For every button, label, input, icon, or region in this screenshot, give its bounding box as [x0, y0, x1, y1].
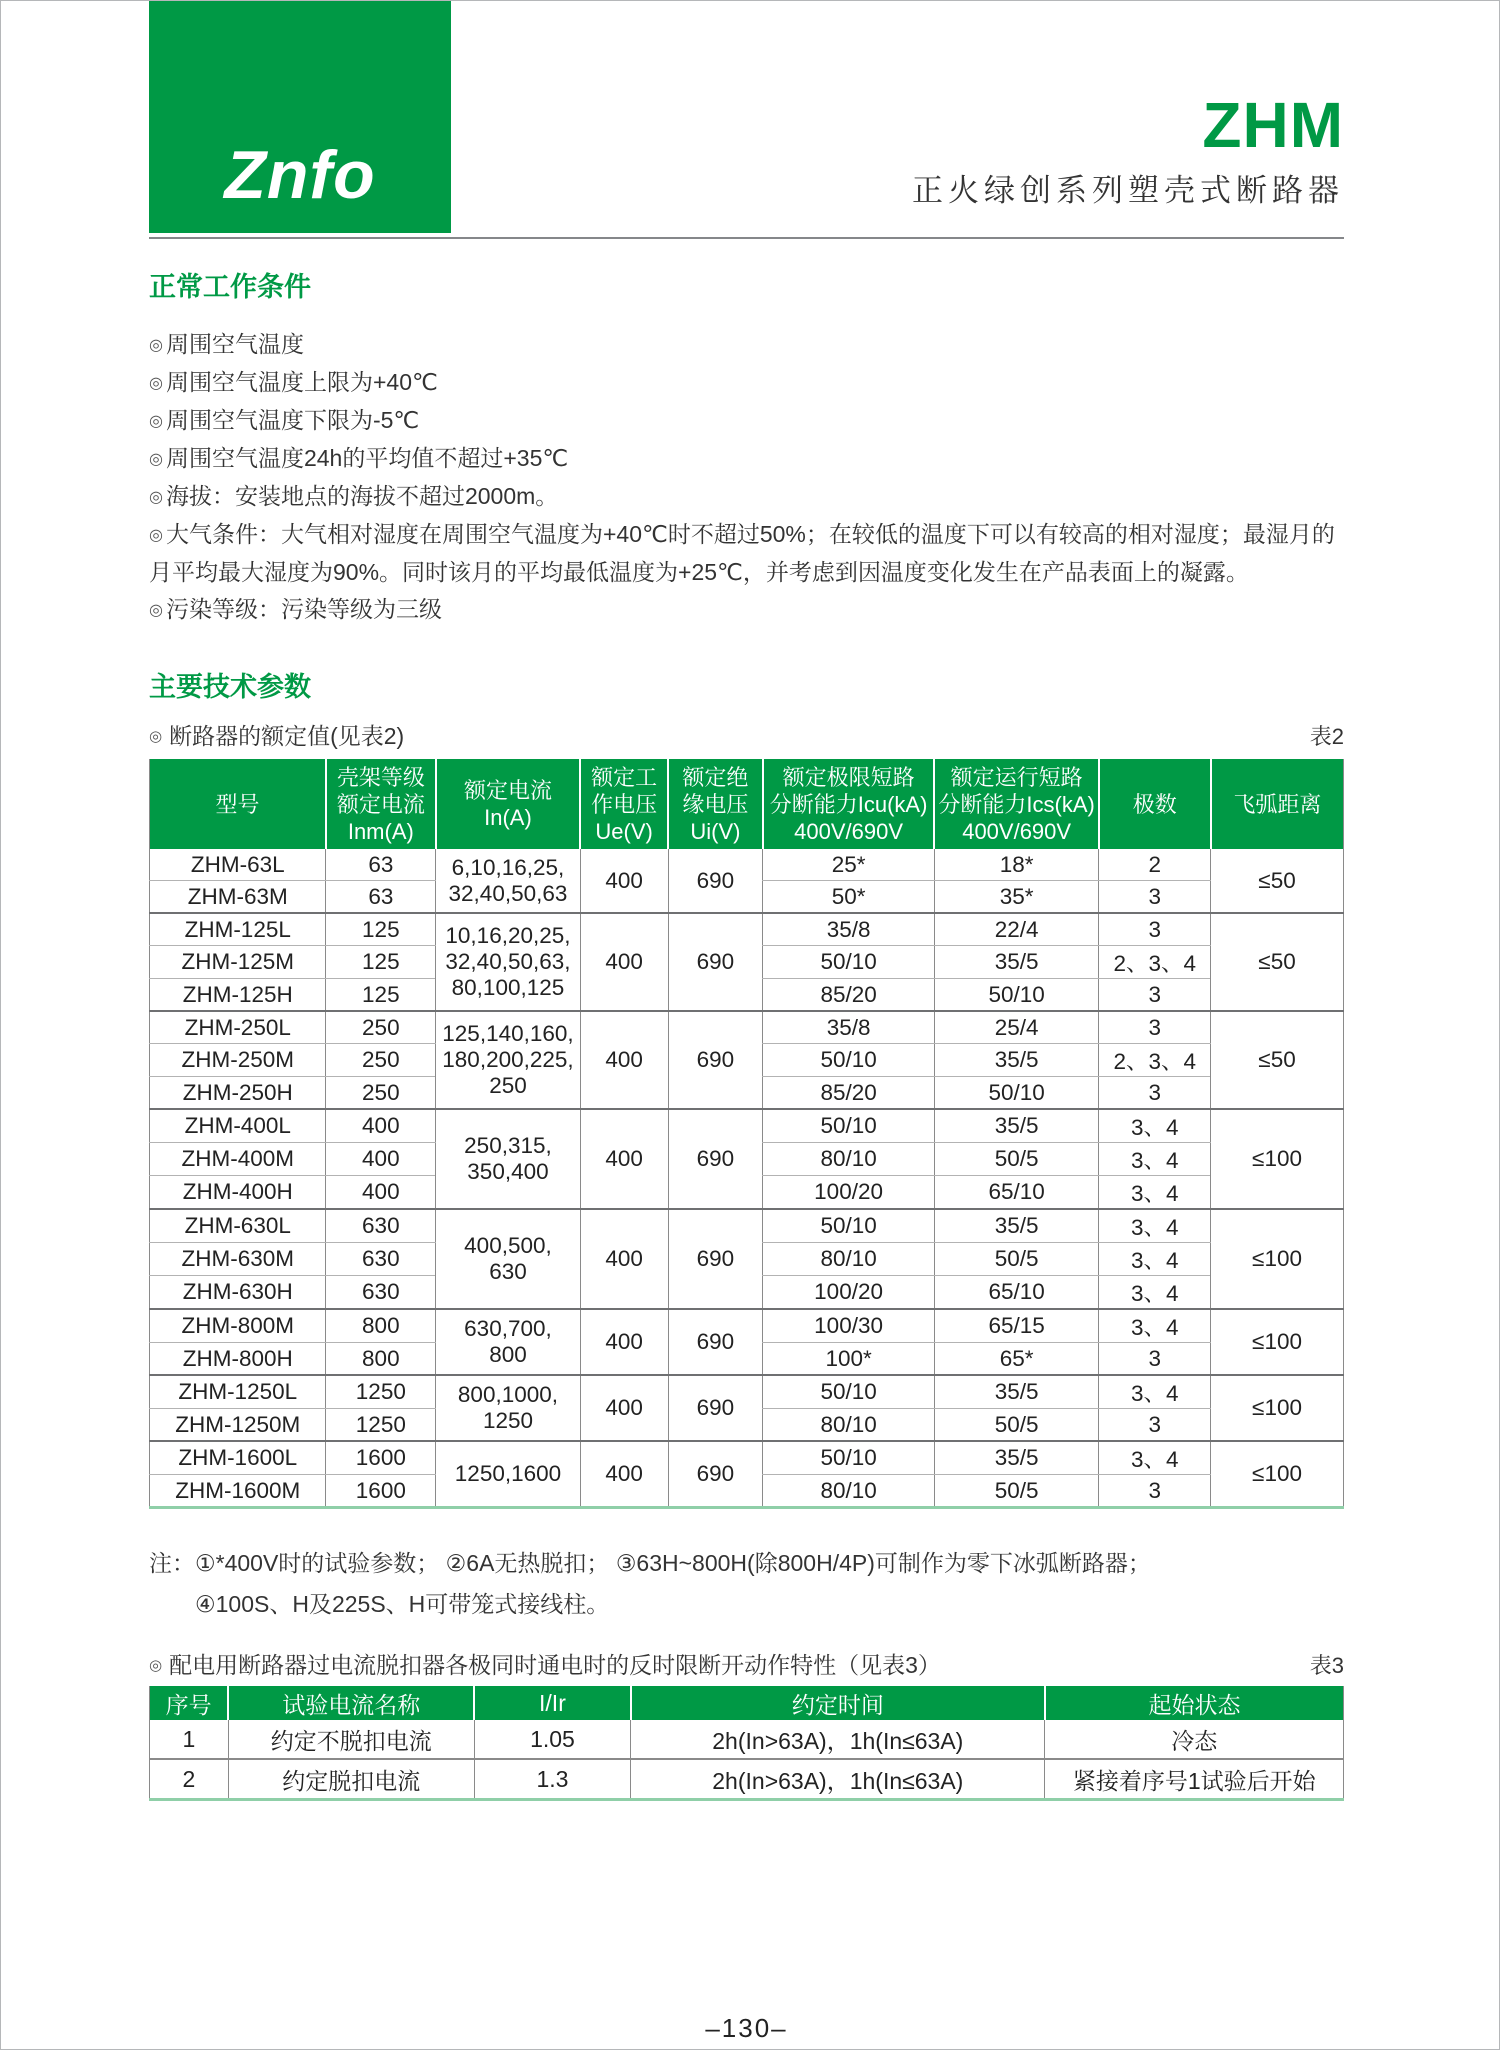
table3-header-cell: I/Ir	[474, 1686, 630, 1720]
cell-rated-current: 800,1000, 1250	[436, 1375, 581, 1441]
cell-model: ZHM-1600L	[150, 1441, 326, 1475]
circle-bullet-icon: ◎	[149, 1657, 163, 1674]
cell-rated-current: 630,700, 800	[436, 1309, 581, 1375]
cell-arc-distance: ≤100	[1211, 1309, 1344, 1375]
cell-insulation-voltage: 690	[668, 1209, 763, 1309]
cell-ics: 65*	[934, 1343, 1099, 1376]
circle-bullet-icon: ◎	[149, 728, 163, 745]
section-title-working-conditions: 正常工作条件	[149, 272, 311, 302]
circle-bullet-icon: ◎	[149, 375, 163, 392]
cell-working-voltage: 400	[580, 1309, 668, 1375]
cell-icu: 50/10	[763, 946, 935, 979]
ratings-table	[149, 759, 1344, 1509]
cell-ics: 35*	[934, 881, 1099, 914]
cell-working-voltage: 400	[580, 913, 668, 1011]
cell-ics: 35/5	[934, 1044, 1099, 1077]
series-subtitle: 正火绿创系列塑壳式断路器	[912, 173, 1344, 208]
cell-frame-current: 400	[326, 1176, 436, 1210]
cell-poles: 2、3、4	[1099, 946, 1211, 979]
note-prefix: 注：	[149, 1550, 195, 1576]
cell-poles: 3	[1099, 1409, 1211, 1442]
table3-label: 表3	[1309, 1653, 1344, 1678]
cell-poles: 3	[1099, 881, 1211, 914]
cell-ics: 35/5	[934, 1441, 1099, 1475]
cell-poles: 3	[1099, 1343, 1211, 1376]
cell-ics: 22/4	[934, 913, 1099, 946]
cell-model: ZHM-63L	[150, 849, 326, 881]
condition-item	[149, 364, 1344, 402]
cell-ics: 50/10	[934, 1077, 1099, 1110]
cell-rated-current: 1250,1600	[436, 1441, 581, 1508]
table2-label: 表2	[1309, 724, 1344, 749]
cell-poles: 3、4	[1099, 1143, 1211, 1176]
cell-ics: 50/5	[934, 1409, 1099, 1442]
condition-item	[149, 326, 1344, 364]
cell-agreed-time: 2h(In>63A)，1h(In≤63A)	[631, 1759, 1045, 1800]
table2-notes	[149, 1543, 1344, 1625]
cell-frame-current: 63	[326, 849, 436, 881]
cell-frame-current: 1250	[326, 1409, 436, 1442]
cell-working-voltage: 400	[580, 1011, 668, 1109]
table2-header-cell: 额定极限短路 分断能力Icu(kA) 400V/690V	[763, 759, 935, 849]
cell-poles: 3	[1099, 979, 1211, 1012]
table2-caption-text: 断路器的额定值(见表2)	[169, 723, 405, 749]
cell-poles: 2、3、4	[1099, 1044, 1211, 1077]
cell-start-state: 紧接着序号1试验后开始	[1045, 1759, 1344, 1800]
cell-working-voltage: 400	[580, 1209, 668, 1309]
cell-poles: 3、4	[1099, 1441, 1211, 1475]
table2-row	[150, 849, 1344, 881]
cell-i-ir: 1.05	[474, 1720, 630, 1759]
condition-text: 周围空气温度	[165, 331, 304, 357]
section-title-tech-params: 主要技术参数	[149, 672, 311, 702]
table2-header-cell: 额定绝 缘电压 Ui(V)	[668, 759, 763, 849]
circle-bullet-icon: ◎	[149, 602, 163, 619]
cell-agreed-time: 2h(In>63A)，1h(In≤63A)	[631, 1720, 1045, 1759]
table2-row	[150, 913, 1344, 946]
table2-row	[150, 1309, 1344, 1343]
cell-ics: 35/5	[934, 1209, 1099, 1243]
cell-frame-current: 250	[326, 1044, 436, 1077]
cell-working-voltage: 400	[580, 1109, 668, 1209]
cell-rated-current: 6,10,16,25, 32,40,50,63	[436, 849, 581, 913]
cell-icu: 100/20	[763, 1176, 935, 1210]
table2-header-row	[150, 759, 1344, 849]
circle-bullet-icon: ◎	[149, 451, 163, 468]
cell-frame-current: 125	[326, 913, 436, 946]
cell-seq: 1	[150, 1720, 229, 1759]
cell-poles: 3、4	[1099, 1209, 1211, 1243]
table2-row	[150, 1109, 1344, 1143]
cell-arc-distance: ≤100	[1211, 1441, 1344, 1508]
cell-poles: 3、4	[1099, 1375, 1211, 1409]
table2-row	[150, 1441, 1344, 1475]
cell-frame-current: 250	[326, 1077, 436, 1110]
cell-ics: 35/5	[934, 1109, 1099, 1143]
cell-ics: 50/5	[934, 1475, 1099, 1508]
page-number: –130–	[705, 2013, 788, 2043]
cell-ics: 65/10	[934, 1176, 1099, 1210]
cell-working-voltage: 400	[580, 849, 668, 913]
condition-text: 海拔：安装地点的海拔不超过2000m。	[165, 483, 559, 509]
cell-icu: 80/10	[763, 1475, 935, 1508]
table3-header-cell: 起始状态	[1045, 1686, 1344, 1720]
cell-rated-current: 400,500, 630	[436, 1209, 581, 1309]
cell-model: ZHM-250M	[150, 1044, 326, 1077]
cell-model: ZHM-800H	[150, 1343, 326, 1376]
cell-frame-current: 400	[326, 1109, 436, 1143]
cell-test-current-name: 约定脱扣电流	[228, 1759, 474, 1800]
cell-icu: 35/8	[763, 913, 935, 946]
table2-header-cell: 壳架等级 额定电流 Inm(A)	[326, 759, 436, 849]
table3-caption	[149, 1647, 941, 1680]
cell-icu: 85/20	[763, 979, 935, 1012]
note-line-2: ④100S、H及225S、H可带笼式接线柱。	[195, 1591, 610, 1617]
cell-arc-distance: ≤50	[1211, 1011, 1344, 1109]
product-model-title: ZHM	[1202, 89, 1344, 161]
cell-insulation-voltage: 690	[668, 849, 763, 913]
cell-working-voltage: 400	[580, 1375, 668, 1441]
cell-model: ZHM-125M	[150, 946, 326, 979]
circle-bullet-icon: ◎	[149, 413, 163, 430]
condition-text: 周围空气温度24h的平均值不超过+35℃	[165, 445, 569, 471]
condition-item	[149, 516, 1344, 591]
cell-model: ZHM-125L	[150, 913, 326, 946]
cell-ics: 65/10	[934, 1276, 1099, 1310]
cell-frame-current: 1250	[326, 1375, 436, 1409]
cell-poles: 3、4	[1099, 1309, 1211, 1343]
cell-ics: 50/5	[934, 1243, 1099, 1276]
circle-bullet-icon: ◎	[149, 337, 163, 354]
cell-insulation-voltage: 690	[668, 1441, 763, 1508]
working-conditions-list	[149, 326, 1344, 629]
table2-header-cell: 额定工 作电压 Ue(V)	[580, 759, 668, 849]
cell-model: ZHM-400H	[150, 1176, 326, 1210]
cell-frame-current: 125	[326, 979, 436, 1012]
table3-header-cell: 试验电流名称	[228, 1686, 474, 1720]
condition-item	[149, 591, 1344, 629]
cell-ics: 35/5	[934, 1375, 1099, 1409]
table2-header-cell: 额定运行短路 分断能力Ics(kA) 400V/690V	[934, 759, 1099, 849]
cell-model: ZHM-250L	[150, 1011, 326, 1044]
table2-header-cell: 额定电流 In(A)	[436, 759, 581, 849]
condition-text: 周围空气温度下限为-5℃	[165, 407, 420, 433]
condition-text: 大气条件：大气相对湿度在周围空气温度为+40℃时不超过50%；在较低的温度下可以有较高的相对湿度；最湿月的月平均最大湿度为90%。同时该月的平均最低温度为+25℃，并考虑到因温度变化发生在产品表面上的凝露。	[149, 521, 1335, 585]
cell-frame-current: 63	[326, 881, 436, 914]
cell-icu: 80/10	[763, 1409, 935, 1442]
cell-icu: 50/10	[763, 1044, 935, 1077]
header-title-block	[912, 89, 1344, 210]
cell-icu: 80/10	[763, 1143, 935, 1176]
cell-model: ZHM-400M	[150, 1143, 326, 1176]
table2-row	[150, 1375, 1344, 1409]
table3-header-row	[150, 1686, 1344, 1720]
cell-arc-distance: ≤100	[1211, 1375, 1344, 1441]
table2-header-cell: 型号	[150, 759, 326, 849]
cell-icu: 80/10	[763, 1243, 935, 1276]
cell-icu: 50/10	[763, 1375, 935, 1409]
cell-frame-current: 125	[326, 946, 436, 979]
cell-poles: 3、4	[1099, 1109, 1211, 1143]
cell-frame-current: 800	[326, 1343, 436, 1376]
page-content	[149, 265, 1344, 2044]
note-text-1: ①*400V时的试验参数； ②6A无热脱扣； ③63H~800H(除800H/4P)可制作为零下冰弧断路器；	[195, 1550, 1151, 1576]
cell-icu: 100/30	[763, 1309, 935, 1343]
cell-icu: 50/10	[763, 1109, 935, 1143]
cell-frame-current: 630	[326, 1243, 436, 1276]
table3-header-cell: 约定时间	[631, 1686, 1045, 1720]
cell-model: ZHM-630H	[150, 1276, 326, 1310]
cell-arc-distance: ≤100	[1211, 1109, 1344, 1209]
cell-test-current-name: 约定不脱扣电流	[228, 1720, 474, 1759]
table3-row	[150, 1720, 1344, 1759]
circle-bullet-icon: ◎	[149, 527, 163, 544]
cell-ics: 50/5	[934, 1143, 1099, 1176]
cell-frame-current: 1600	[326, 1475, 436, 1508]
cell-model: ZHM-1250L	[150, 1375, 326, 1409]
cell-insulation-voltage: 690	[668, 1309, 763, 1375]
cell-model: ZHM-125H	[150, 979, 326, 1012]
cell-model: ZHM-400L	[150, 1109, 326, 1143]
condition-item	[149, 478, 1344, 516]
page-header	[1, 1, 1499, 239]
cell-poles: 3	[1099, 913, 1211, 946]
cell-i-ir: 1.3	[474, 1759, 630, 1800]
cell-insulation-voltage: 690	[668, 913, 763, 1011]
cell-ics: 18*	[934, 849, 1099, 881]
cell-seq: 2	[150, 1759, 229, 1800]
cell-model: ZHM-250H	[150, 1077, 326, 1110]
cell-ics: 25/4	[934, 1011, 1099, 1044]
cell-ics: 65/15	[934, 1309, 1099, 1343]
cell-frame-current: 630	[326, 1276, 436, 1310]
table2-row	[150, 1011, 1344, 1044]
cell-rated-current: 250,315, 350,400	[436, 1109, 581, 1209]
note-line-1	[149, 1543, 1344, 1584]
cell-poles: 3	[1099, 1475, 1211, 1508]
cell-model: ZHM-630M	[150, 1243, 326, 1276]
cell-poles: 2	[1099, 849, 1211, 881]
cell-ics: 50/10	[934, 979, 1099, 1012]
cell-icu: 50/10	[763, 1209, 935, 1243]
cell-arc-distance: ≤50	[1211, 849, 1344, 913]
condition-text: 周围空气温度上限为+40℃	[165, 369, 438, 395]
logo-text: Znfo	[224, 137, 376, 213]
cell-insulation-voltage: 690	[668, 1109, 763, 1209]
table3-caption-row	[149, 1647, 1344, 1680]
cell-ics: 35/5	[934, 946, 1099, 979]
cell-icu: 50/10	[763, 1441, 935, 1475]
table3-header-cell: 序号	[150, 1686, 229, 1720]
cell-icu: 35/8	[763, 1011, 935, 1044]
condition-text: 污染等级：污染等级为三级	[165, 596, 442, 622]
trip-characteristics-table	[149, 1686, 1344, 1801]
cell-frame-current: 400	[326, 1143, 436, 1176]
cell-poles: 3、4	[1099, 1243, 1211, 1276]
cell-frame-current: 250	[326, 1011, 436, 1044]
cell-frame-current: 800	[326, 1309, 436, 1343]
cell-poles: 3、4	[1099, 1176, 1211, 1210]
cell-arc-distance: ≤50	[1211, 913, 1344, 1011]
cell-frame-current: 1600	[326, 1441, 436, 1475]
cell-icu: 100/20	[763, 1276, 935, 1310]
table2-row	[150, 1209, 1344, 1243]
cell-icu: 50*	[763, 881, 935, 914]
table2-caption-row	[149, 718, 1344, 751]
cell-model: ZHM-63M	[150, 881, 326, 914]
condition-item	[149, 402, 1344, 440]
cell-model: ZHM-630L	[150, 1209, 326, 1243]
cell-model: ZHM-1250M	[150, 1409, 326, 1442]
cell-model: ZHM-1600M	[150, 1475, 326, 1508]
cell-insulation-voltage: 690	[668, 1011, 763, 1109]
cell-insulation-voltage: 690	[668, 1375, 763, 1441]
table3-caption-text: 配电用断路器过电流脱扣器各极同时通电时的反时限断开动作特性（见表3）	[169, 1652, 941, 1678]
brand-logo	[149, 1, 451, 233]
table2-header-cell: 飞弧距离	[1211, 759, 1344, 849]
cell-icu: 100*	[763, 1343, 935, 1376]
condition-item	[149, 440, 1344, 478]
cell-icu: 85/20	[763, 1077, 935, 1110]
circle-bullet-icon: ◎	[149, 489, 163, 506]
cell-frame-current: 630	[326, 1209, 436, 1243]
cell-start-state: 冷态	[1045, 1720, 1344, 1759]
table2-header-cell: 极数	[1099, 759, 1211, 849]
table2-caption	[149, 718, 404, 751]
cell-poles: 3	[1099, 1011, 1211, 1044]
cell-working-voltage: 400	[580, 1441, 668, 1508]
cell-rated-current: 125,140,160, 180,200,225, 250	[436, 1011, 581, 1109]
cell-rated-current: 10,16,20,25, 32,40,50,63, 80,100,125	[436, 913, 581, 1011]
table3-row	[150, 1759, 1344, 1800]
cell-poles: 3、4	[1099, 1276, 1211, 1310]
cell-model: ZHM-800M	[150, 1309, 326, 1343]
cell-icu: 25*	[763, 849, 935, 881]
header-divider	[149, 237, 1344, 239]
cell-poles: 3	[1099, 1077, 1211, 1110]
cell-arc-distance: ≤100	[1211, 1209, 1344, 1309]
